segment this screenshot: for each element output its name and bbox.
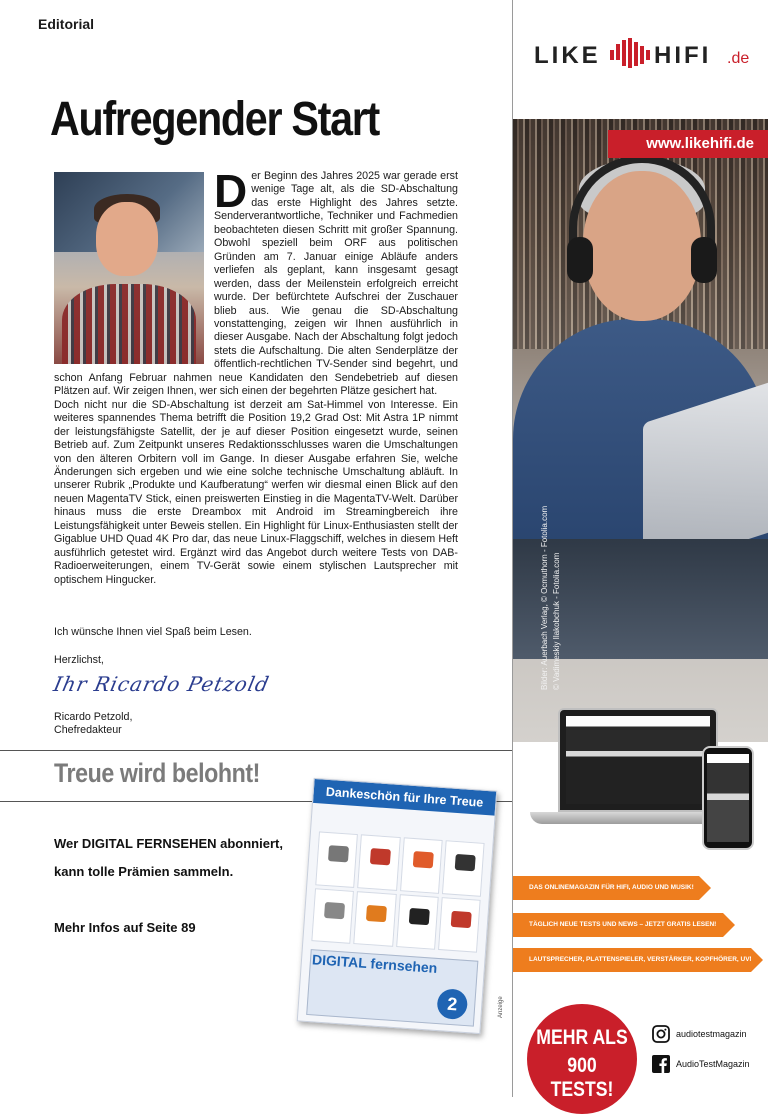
logo-suffix-text: .de <box>727 50 750 67</box>
author-photo <box>54 172 204 364</box>
handwritten-signature: Ihr Ricardo Petzold <box>51 672 272 696</box>
ad-label: Anzeige <box>498 996 504 1018</box>
dropcap-letter: D <box>214 165 248 217</box>
subscription-flyer <box>297 778 498 1034</box>
promo-top-rule <box>0 750 512 751</box>
section-label: Editorial <box>38 16 95 32</box>
logo-right-text: HIFI <box>654 42 712 69</box>
banner-2: TÄGLICH NEUE TESTS UND NEWS – JETZT GRATIS LESEN! <box>513 913 723 937</box>
facebook-icon <box>652 1055 670 1073</box>
paragraph-1-text: er Beginn des Jahres 2025 war gerade erst wenige Tage alt, als die SD-Abschaltung das erste Highlight des Jahres setzte. Senderverantwortliche, Techniker und Fachmedien beobachteten diesen Schritt mit großer Spannung. Obwohl speziell beim ORF aus politischen Gründen am 7. Januar einige Abläufe anders verliefen als geplant, kann insgesamt gesagt werden, dass der Meilenstein erfolgreich erreicht wurde. Der befürchtete Aufschrei der Zuschauer blieb aus. Wie genau die SD-Abschaltung vonstattenging, zeigen wir Ihnen ausführlich in dieser Ausgabe. Nach der Abschaltung folgt jedoch stets die Aufschaltung. Die alten Senderplätze der öffentlich-rechtlichen TV-Sender sind begehrt, und schon Anfang Februar nahmen neue Kandidaten den Sendebetrieb auf diesen Plätzen auf. Wir zeigen Ihnen, wer sich einen der begehrten Plätze gesichert hat. <box>54 170 458 398</box>
flyer-product-grid <box>311 831 484 952</box>
page-title: Aufregender Start <box>50 93 380 146</box>
promo-line-3: Mehr Infos auf Seite 89 <box>54 920 196 935</box>
photo-credit-1: Bilder: Auerbach Verlag, © Ocmuthorn - Fotolia.com <box>540 505 549 690</box>
instagram-handle: audiotestmagazin <box>676 1029 747 1039</box>
promo-line-1: Wer DIGITAL FERNSEHEN abonniert, <box>54 836 283 851</box>
banner-1: DAS ONLINEMAGAZIN FÜR HIFI, AUDIO UND MUSIK! <box>513 876 699 900</box>
facebook-handle: AudioTestMagazin <box>676 1059 750 1069</box>
photo-credit-2: © Vadimeskiy Ilakobchuk - Fotolia.com <box>552 552 561 690</box>
promo-title: Treue wird belohnt! <box>54 758 260 788</box>
greeting-text: Herzlichst, <box>54 654 104 666</box>
laptop-mockup <box>558 708 718 812</box>
tests-badge <box>527 1004 637 1114</box>
banner-3: LAUTSPRECHER, PLATTENSPIELER, VERSTÄRKER, KOPFHÖRER, UVM. <box>513 948 751 972</box>
article-body <box>54 165 458 587</box>
logo-left-text: LIKE <box>534 42 601 69</box>
likehifi-logo <box>534 36 754 72</box>
tests-line-2: 900 TESTS! <box>550 1054 614 1101</box>
promo-line-2: kann tolle Prämien sammeln. <box>54 864 234 879</box>
instagram-icon <box>652 1025 670 1043</box>
wishes-text: Ich wünsche Ihnen viel Spaß beim Lesen. <box>54 626 252 638</box>
tests-line-1: MEHR ALS <box>536 1026 628 1049</box>
equalizer-icon <box>610 38 650 68</box>
author-name: Ricardo Petzold, <box>54 711 133 723</box>
phone-mockup <box>702 746 754 850</box>
author-role: Chefredakteur <box>54 724 122 736</box>
flyer-badge: 2 <box>436 988 468 1020</box>
flyer-brand: DIGITAL fernsehen <box>311 951 438 976</box>
article-paragraph-2: Doch nicht nur die SD-Abschaltung ist derzeit am Sat-Himmel von Interesse. Ein weiteres spannendes Thema betrifft die Position 19,2 Grad Ost: Mit Astra 1P nimmt der leistungsfähigste Satellit, der je auf dieser Position eingesetzt wurde, seinen Betrieb auf. Zum Zeitpunkt unseres Redaktionsschlusses waren die Umschaltungen von den älteren Orbitern voll im Gange. In dieser Ausgabe erfahren Sie, welche Änderungen sich ergeben und wie eine solche technische Umschaltung abläuft. In unserer Rubrik „Produkte und Kaufberatung“ werfen wir diesmal einen Blick auf den neuen MagentaTV Stick, einen preiswerten Einstieg in die MagentaTV-Welt. Darüber hinaus muss die erste Dreambox mit Android im Streamingbereich ihre Leistungsfähigkeit unter Beweis stellen. Ein Highlight für Linux-Enthusiasten stellt der Gigablue UHD Quad 4K Pro dar, das neue Linux-Flaggschiff, welches in diesem Heft ausführlich getestet wird. Ergänzt wird das Angebot durch weitere Tests von DAB-Radioerweiterungen, einem TV-Gerät sowie einem stylischen Lautsprecher mit optischem Hingucker. <box>54 398 458 586</box>
url-badge[interactable]: www.likehifi.de <box>608 130 768 158</box>
flyer-title: Dankeschön für Ihre Treue <box>313 779 496 816</box>
